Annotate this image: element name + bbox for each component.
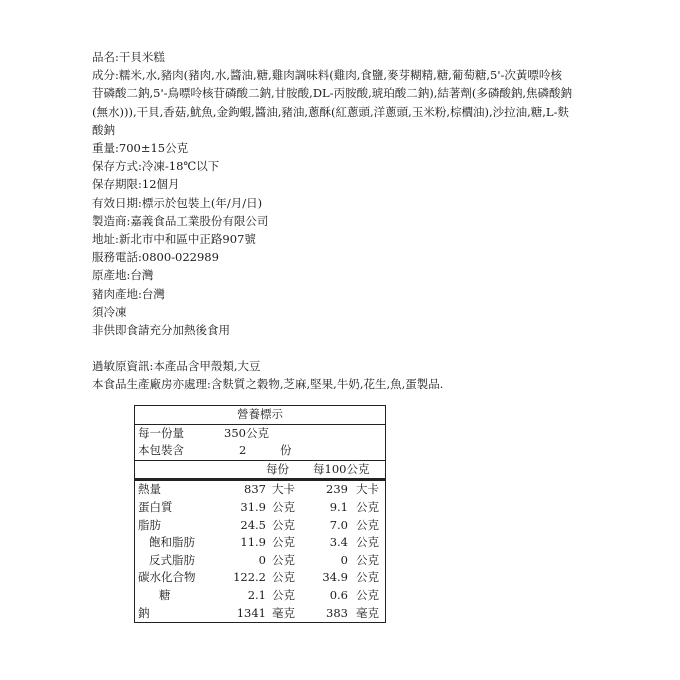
nutrient-row-trans-fat [135,552,385,570]
per-serving-value: 2.1 [247,587,266,602]
net-weight: 重量:700±15公克 [92,141,189,156]
per-serving-header: 每份 [266,461,289,476]
nutrient-row-energy [135,481,385,499]
nutrient-row-saturated-fat [135,534,385,552]
per-100g-value: 0.6 [329,587,348,602]
address: 地址:新北市中和區中正路907號 [92,232,256,247]
per-100g-unit: 公克 [356,517,379,532]
serving-size-value: 350公克 [224,425,269,440]
country-of-origin: 原產地:台灣 [92,268,154,283]
expiry-date: 有效日期:標示於包裝上(年/月/日) [92,195,263,210]
pork-origin: 豬肉產地:台灣 [92,286,165,301]
nutrient-name: 鈉 [138,605,150,620]
column-header-row [135,461,385,482]
per-serving-value: 31.9 [240,499,266,514]
per-100g-value: 0 [340,552,348,567]
per-serving-unit: 公克 [272,517,295,532]
per-100g-value: 383 [326,605,348,620]
serving-size-row [135,425,385,443]
per-100g-unit: 公克 [356,587,379,602]
per-serving-unit: 公克 [272,535,295,550]
per-serving-value: 11.9 [240,535,266,550]
servings-unit: 份 [280,443,292,458]
per-100g-unit: 毫克 [356,605,379,620]
nutrient-name: 糖 [159,587,171,602]
per-serving-unit: 公克 [272,499,295,514]
storage-method: 保存方式:冷凍-18℃以下 [92,159,220,174]
nutrient-row-protein [135,499,385,517]
nutrient-row-carbohydrate [135,569,385,587]
nutrient-row-sugar [135,587,385,605]
per-100g-header: 每100公克 [313,461,370,476]
per-100g-unit: 大卡 [356,482,379,497]
servings-label: 本包裝含 [138,443,184,458]
product-label-text [92,48,572,394]
ingredients-list: 成分:糯米,水,豬肉(豬肉,水,醬油,糖,雞肉調味料(雞肉,食鹽,麥芽糊精,糖,葡萄糖,5'-次黃嘌呤核苷磷酸二鈉,5'-鳥嘌呤核苷磷酸二鈉,甘胺酸,DL-丙胺酸,琥珀酸二鈉),結著劑(多磷酸鈉,焦磷酸鈉(無水))),干貝,香菇,魷魚,金鉤蝦,醬油,豬油,蔥酥(紅蔥頭,洋蔥頭,玉米粉,棕櫚油),沙拉油,糖,L-麩酸鈉 [92,68,573,137]
facility-allergen-note: 本食品生產廠房亦處理:含麩質之穀物,芝麻,堅果,牛奶,花生,魚,蛋製品. [92,377,444,392]
serving-size-label: 每一份量 [138,425,184,440]
nutrient-row-sodium [135,605,385,623]
per-serving-unit: 大卡 [272,482,295,497]
allergen-info: 過敏原資訊:本產品含甲殼類,大豆 [92,359,261,374]
nutrient-row-fat [135,517,385,535]
per-100g-value: 7.0 [329,517,348,532]
nutrient-name: 碳水化合物 [138,570,196,585]
nutrient-name: 熱量 [138,482,161,497]
per-100g-value: 9.1 [329,499,348,514]
nutrient-name: 反式脂肪 [149,552,195,567]
per-100g-value: 239 [326,482,348,497]
per-serving-unit: 毫克 [272,605,295,620]
nutrition-title-row [135,406,385,425]
cooking-instruction: 非供即食請充分加熱後食用 [92,323,230,338]
per-100g-unit: 公克 [356,535,379,550]
nutrition-title: 營養標示 [237,407,283,421]
per-serving-value: 122.2 [233,570,266,585]
per-serving-unit: 公克 [272,570,295,585]
per-100g-value: 3.4 [329,535,348,550]
per-100g-unit: 公克 [356,570,379,585]
shelf-life: 保存期限:12個月 [92,177,180,192]
nutrition-facts-table [134,405,386,623]
service-phone: 服務電話:0800-022989 [92,250,219,265]
per-serving-value: 837 [244,482,266,497]
nutrient-name: 蛋白質 [138,499,173,514]
nutrient-name: 脂肪 [138,517,161,532]
per-serving-value: 0 [258,552,266,567]
per-100g-value: 34.9 [322,570,348,585]
per-serving-unit: 公克 [272,552,295,567]
nutrient-name: 飽和脂肪 [149,535,195,550]
spacer [92,339,572,357]
per-serving-value: 1341 [236,605,266,620]
product-name: 品名:干貝米糕 [92,50,165,64]
servings-value: 2 [239,443,247,458]
manufacturer: 製造商:嘉義食品工業股份有限公司 [92,213,269,228]
per-100g-unit: 公克 [356,499,379,514]
per-serving-unit: 公克 [272,587,295,602]
servings-per-pack-row [135,442,385,461]
per-serving-value: 24.5 [240,517,266,532]
per-100g-unit: 公克 [356,552,379,567]
keep-frozen-note: 須冷凍 [92,304,127,319]
